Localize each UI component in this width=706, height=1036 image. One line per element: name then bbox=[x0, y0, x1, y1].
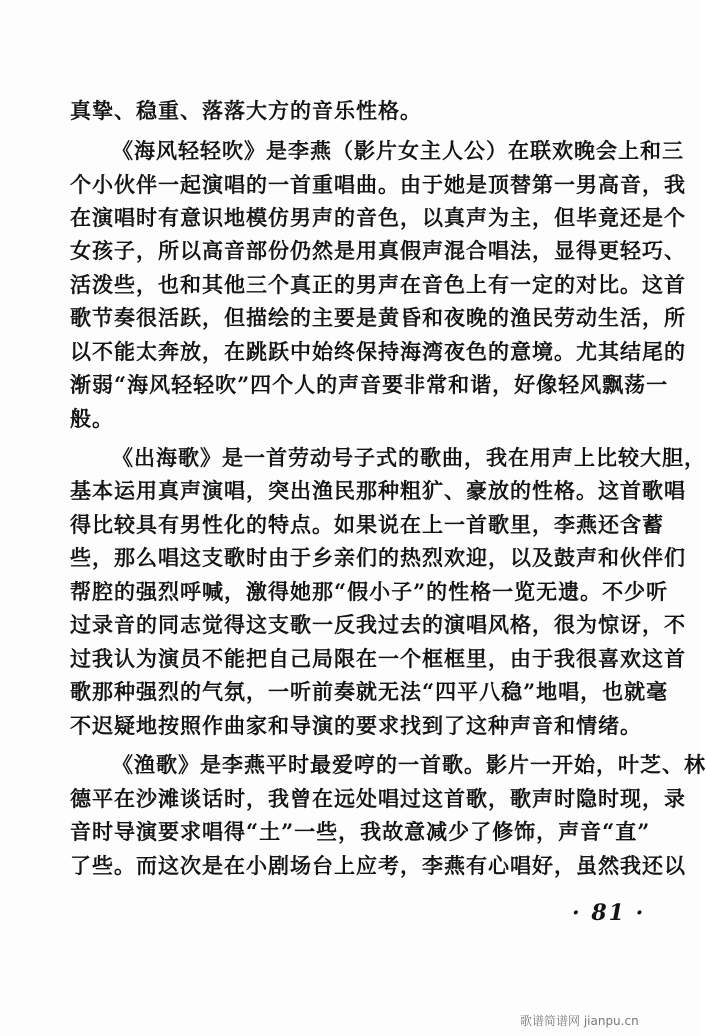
text-line: 歌那种强烈的气氛，一听前奏就无法“四平八稳”地唱，也就毫 bbox=[70, 679, 669, 704]
text-line: 女孩子，所以高音部份仍然是用真假声混合唱法，显得更轻巧、 bbox=[70, 238, 686, 263]
text-line: 德平在沙滩谈话时，我曾在远处唱过这首歌，歌声时隐时现，录 bbox=[70, 786, 686, 811]
text-line: 活泼些，也和其他三个真正的男声在音色上有一定的对比。这首 bbox=[70, 272, 686, 297]
text-line: 基本运用真声演唱，突出渔民那种粗犷、豪放的性格。这首歌唱 bbox=[70, 478, 686, 503]
text-line: 真挚、稳重、落落大方的音乐性格。 bbox=[70, 98, 422, 123]
text-line: 《出海歌》是一首劳动号子式的歌曲，我在用声上比较大胆， bbox=[112, 445, 706, 470]
text-line: 般。 bbox=[70, 406, 114, 431]
text-line: 以不能太奔放，在跳跃中始终保持海湾夜色的意境。尤其结尾的 bbox=[70, 339, 686, 364]
text-line: 《海风轻轻吹》是李燕（影片女主人公）在联欢晚会上和三 bbox=[112, 138, 684, 163]
text-line: 得比较具有男性化的特点。如果说在上一首歌里，李燕还含蓄 bbox=[70, 512, 664, 537]
text-line: 过录音的同志觉得这支歌一反我过去的演唱风格，很为惊讶，不 bbox=[70, 612, 686, 637]
text-line: 过我认为演员不能把自己局限在一个框框里，由于我很喜欢这首 bbox=[70, 646, 686, 671]
text-line: 歌节奏很活跃，但描绘的主要是黄昏和夜晚的渔民劳动生活，所 bbox=[70, 305, 686, 330]
page-number: · 81 · bbox=[572, 900, 646, 926]
text-line: 在演唱时有意识地模仿男声的音色，以真声为主，但毕竟还是个 bbox=[70, 205, 686, 230]
text-line: 音时导演要求唱得“土”一些，我故意减少了修饰，声音“直” bbox=[70, 819, 651, 844]
text-line: 些，那么唱这支歌时由于乡亲们的热烈欢迎，以及鼓声和伙伴们 bbox=[70, 545, 686, 570]
text-line: 了些。而这次是在小剧场台上应考，李燕有心唱好，虽然我还以 bbox=[70, 853, 686, 878]
text-line: 不迟疑地按照作曲家和导演的要求找到了这种声音和情绪。 bbox=[70, 713, 642, 738]
text-line: 帮腔的强烈呼喊，激得她那“假小子”的性格一览无遗。不少听 bbox=[70, 579, 669, 604]
text-line: 渐弱“海风轻轻吹”四个人的声音要非常和谐，好像轻风飘荡一 bbox=[70, 372, 669, 397]
watermark: 歌谱简谱网 jianpu.cn bbox=[520, 1014, 639, 1028]
text-line: 《渔歌》是李燕平时最爱哼的一首歌。影片一开始，叶芝、林 bbox=[112, 752, 706, 777]
text-line: 个小伙伴一起演唱的一首重唱曲。由于她是顶替第一男高音，我 bbox=[70, 172, 686, 197]
